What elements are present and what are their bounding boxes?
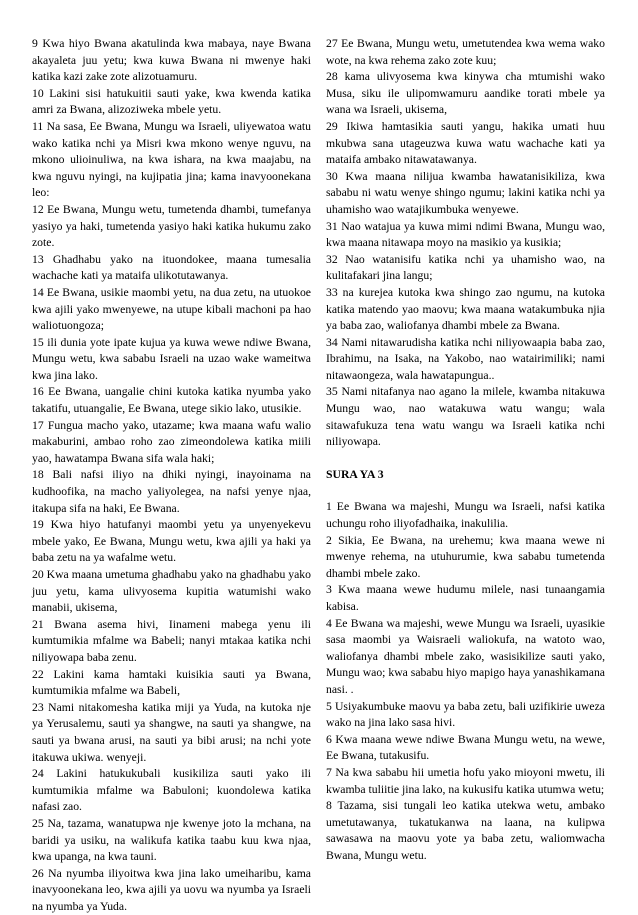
left-column bbox=[32, 36, 311, 913]
verse: 12 Ee Bwana, Mungu wetu, tumetenda dhambi, tumefanya yasiyo ya haki, tumetenda yasiyo haki katika hukumu zako zote. bbox=[32, 202, 311, 250]
verse: 18 Bali nafsi iliyo na dhiki nyingi, inayoinama na kudhoofika, na macho yaliyolegea, na nafsi yenye njaa, itakupa sifa na haki, Ee Bwana. bbox=[32, 468, 311, 515]
verse: 9 Kwa hiyo Bwana akatulinda kwa mabaya, naye Bwana akayaleta juu yetu; kwa kuwa Bwana ni mwenye haki katika kazi zake zote alizotuamuru. bbox=[32, 37, 311, 84]
verse: 6 Kwa maana wewe ndiwe Bwana Mungu wetu, na wewe, Ee Bwana, tutakusifu. bbox=[326, 732, 605, 763]
verse: 24 Lakini hatukukubali kusikiliza sauti yako ili kumtumikia mfalme wa Babuloni; kuondolewa katika nafasi zao. bbox=[32, 767, 311, 814]
verse: 3 Kwa maana wewe hudumu milele, nasi tunaangamia kabisa. bbox=[326, 583, 605, 613]
verse: 11 Na sasa, Ee Bwana, Mungu wa Israeli, uliyewatoa watu wako katika nchi ya Misri kwa mkono wenye nguvu, na mkono ulioinuliwa, na kwa ishara, na kwa maajabu, na kwa nguvu nyingi, na kujipatia jina; kama inavyoonekana leo: bbox=[32, 119, 311, 200]
verse: 32 Nao watanisifu katika nchi ya uhamisho wao, na kulitafakari jina langu; bbox=[326, 252, 605, 283]
verse: 10 Lakini sisi hatukuitii sauti yake, kwa kwenda katika amri za Bwana, alizoziweka mbele yetu. bbox=[32, 86, 311, 117]
verse: 28 kama ulivyosema kwa kinywa cha mtumishi wako Musa, siku ile ulipomwamuru aandike torati mbele ya wana wa Israeli, ukisema, bbox=[326, 70, 605, 117]
verse: 26 Na nyumba iliyoitwa kwa jina lako umeiharibu, kama inavyoonekana leo, kwa ajili ya uovu wa nyumba ya Israeli na nyumba ya Yuda. bbox=[32, 866, 311, 913]
verse: 13 Ghadhabu yako na ituondokee, maana tumesalia wachache kati ya mataifa ulikotutawanya. bbox=[32, 252, 311, 283]
verse: 27 Ee Bwana, Mungu wetu, umetutendea kwa wema wako wote, na kwa rehema zako zote kuu; bbox=[326, 37, 605, 67]
verse: 17 Fungua macho yako, utazame; kwa maana wafu walio makaburini, ambao roho zao zimeondolewa katika miili yao, hawatampa Bwana sifa wala haki; bbox=[32, 418, 311, 465]
right-column bbox=[326, 36, 605, 902]
verse: 15 ili dunia yote ipate kujua ya kuwa wewe ndiwe Bwana, Mungu wetu, kwa sababu Israeli na uzao wake wameitwa kwa jina lako. bbox=[32, 335, 311, 382]
chapter-heading: SURA YA 3 bbox=[326, 467, 384, 481]
verse: 7 Na kwa sababu hii umetia hofu yako mioyoni mwetu, ili kwamba tuliitie jina lako, na kukusifu katika utumwa wetu; bbox=[326, 765, 605, 796]
verse: 8 Tazama, sisi tungali leo katika utekwa wetu, ambako umetutawanya, tukatukanwa na laana, na kulipwa sawasawa na maovu yote ya baba zetu, waliomwacha Bwana, Mungu wetu. bbox=[326, 799, 605, 862]
verse: 35 Nami nitafanya nao agano la milele, kwamba nitakuwa Mungu wao, nao watakuwa watu wangu; wala sitawafukuza tena watu wangu wa Israeli katika nchi niliyowapa. bbox=[326, 385, 605, 449]
verse: 34 Nami nitawarudisha katika nchi niliyowaapia baba zao, Ibrahimu, na Isaka, na Yakobo, nao watairimiliki; nami nitawaongeza, wala hawatapungua.. bbox=[326, 335, 605, 382]
verse: 30 Kwa maana nilijua kwamba hawatanisikiliza, kwa sababu ni watu wenye shingo ngumu; lakini katika nchi ya uhamisho wao watajikumbuka wenyewe. bbox=[326, 169, 605, 216]
verse: 16 Ee Bwana, uangalie chini kutoka katika nyumba yako takatifu, utuangalie, Ee Bwana, utege sikio lako, utusikie. bbox=[32, 385, 311, 416]
verse: 19 Kwa hiyo hatufanyi maombi yetu ya unyenyekevu mbele yako, Ee Bwana, Mungu wetu, kwa ajili ya haki ya baba zetu na ya wafalme wetu. bbox=[32, 518, 311, 565]
verse: 1 Ee Bwana wa majeshi, Mungu wa Israeli, nafsi katika uchungu roho iliyofadhaika, inakulilia. bbox=[326, 500, 605, 531]
verse: 22 Lakini kama hamtaki kuisikia sauti ya Bwana, kumtumikia mfalme wa Babeli, bbox=[32, 667, 311, 698]
verse: 21 Bwana asema hivi, Iinameni mabega yenu ili kumtumikia mfalme wa Babeli; nanyi mtakaa katika nchi niliyowapa baba zenu. bbox=[32, 617, 311, 664]
verse: 20 Kwa maana umetuma ghadhabu yako na ghadhabu yako juu yetu, kama ulivyosema kupitia watumishi wako manabii, ukisema, bbox=[32, 568, 311, 615]
verse: 5 Usiyakumbuke maovu ya baba zetu, bali uzifikirie uweza wako na jina lako sasa hivi. bbox=[326, 699, 605, 730]
verse: 25 Na, tazama, wanatupwa nje kwenye joto la mchana, na baridi ya usiku, na walikufa katika taabu kuu kwa njaa, kwa upanga, na kwa tauni. bbox=[32, 816, 311, 864]
verse: 31 Nao watajua ya kuwa mimi ndimi Bwana, Mungu wao, kwa maana nitawapa moyo na masikio ya kusikia; bbox=[326, 219, 605, 250]
verse: 14 Ee Bwana, usikie maombi yetu, na dua zetu, na utuokoe kwa ajili yako mwenyewe, na utupe kibali machoni pa hao waliotuongoza; bbox=[32, 285, 311, 333]
verse: 33 na kurejea kutoka kwa shingo zao ngumu, na kutoka katika matendo yao maovu; kwa maana watakumbuka njia ya baba zao, waliofanya dhambi mbele za Bwana. bbox=[326, 285, 605, 333]
verse: 23 Nami nitakomesha katika miji ya Yuda, na kutoka nje ya Yerusalemu, sauti ya shangwe, na sauti ya shangwe, na sauti ya bwana arusi, na sauti ya bibi arusi; na nchi yote itakuwa ukiwa. wenyeji. bbox=[32, 700, 311, 764]
verse: 4 Ee Bwana wa majeshi, wewe Mungu wa Israeli, uyasikie sasa maombi ya Waisraeli waliokufa, na watoto wao, waliofanya dhambi mbele zako, wasisikilize sauti yako, Mungu wao; kwa sababu hiyo mapigo haya yanashikamana nasi. . bbox=[326, 616, 605, 696]
verse: 2 Sikia, Ee Bwana, na urehemu; kwa maana wewe ni mwenye rehema, na utuhurumie, kwa sababu tumetenda dhambi mbele zako. bbox=[326, 533, 605, 580]
verse: 29 Ikiwa hamtasikia sauti yangu, hakika umati huu mkubwa sana utageuzwa kuwa watu wachache kati ya mataifa ambako nitawatawanya. bbox=[326, 119, 605, 167]
